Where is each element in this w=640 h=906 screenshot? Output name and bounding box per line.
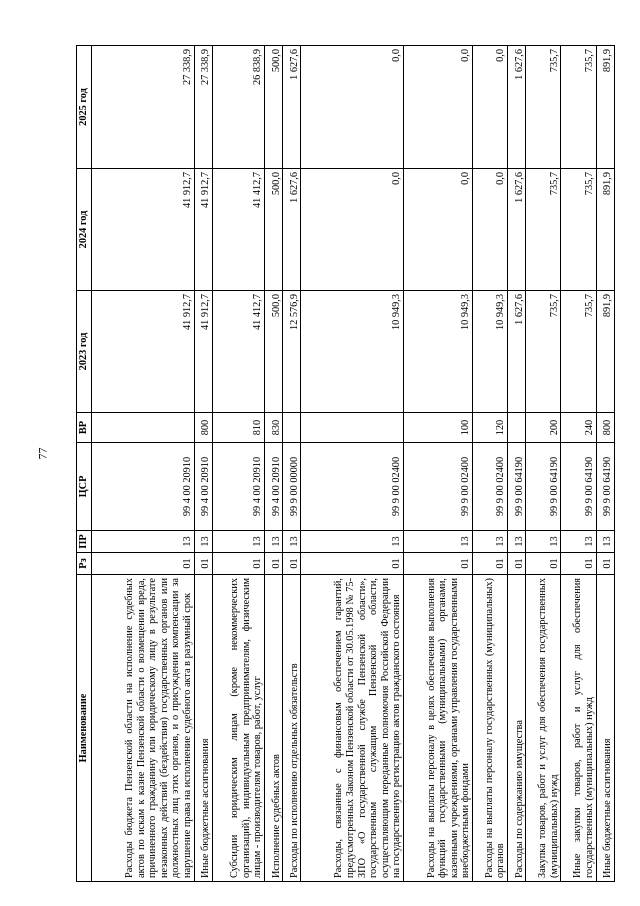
- cell-pr: 13: [283, 531, 301, 553]
- cell-name: Иные бюджетные ассигнования: [596, 575, 614, 882]
- table-row: [283, 46, 301, 882]
- cell-2023: 735,7: [526, 291, 561, 413]
- cell-2025: 27 338,9: [194, 46, 212, 169]
- cell-2024: 735,7: [561, 169, 596, 291]
- cell-vr: [508, 413, 526, 443]
- cell-pr: 13: [404, 531, 473, 553]
- cell-2024: 0,0: [404, 169, 473, 291]
- table-row: [526, 46, 561, 882]
- header-2023: 2023 год: [77, 291, 92, 413]
- cell-pr: 13: [472, 531, 507, 553]
- cell-name: Расходы бюджета Пензенской области на исполнение судебных актов по искам к казне Пензенской области о возмещении вреда, причиненного гражданину или юридическому лицу в результате незаконных действий (бездействия) государственных органов или должностных лиц этих органов, и о присуждении компенсации за нарушение права на исполнение судебного акта в разумный срок: [92, 575, 195, 882]
- table-row: [212, 46, 264, 882]
- cell-pr: 13: [561, 531, 596, 553]
- header-rz: Рз: [77, 553, 92, 575]
- table-row: [404, 46, 473, 882]
- cell-pr: 13: [92, 531, 195, 553]
- cell-vr: [301, 413, 404, 443]
- cell-2025: 0,0: [301, 46, 404, 169]
- cell-pr: 13: [194, 531, 212, 553]
- table-row: [596, 46, 614, 882]
- cell-name: Расходы по исполнению отдельных обязательств: [283, 575, 301, 882]
- cell-2024: 41 912,7: [92, 169, 195, 291]
- cell-name: Закупка товаров, работ и услуг для обеспечения государственных (муниципальных) нужд: [526, 575, 561, 882]
- cell-csr: 99 9 00 02400: [301, 443, 404, 531]
- cell-rz: 01: [92, 553, 195, 575]
- cell-name: Расходы на выплаты персоналу государственных (муниципальных) органов: [472, 575, 507, 882]
- cell-csr: 99 9 00 64190: [526, 443, 561, 531]
- cell-rz: 01: [404, 553, 473, 575]
- cell-2023: 41 912,7: [92, 291, 195, 413]
- cell-pr: 13: [212, 531, 264, 553]
- cell-rz: 01: [264, 553, 282, 575]
- cell-rz: 01: [472, 553, 507, 575]
- cell-2025: 500,0: [264, 46, 282, 169]
- cell-csr: 99 9 00 02400: [472, 443, 507, 531]
- cell-2024: 1 627,6: [283, 169, 301, 291]
- cell-rz: 01: [508, 553, 526, 575]
- cell-2025: 735,7: [526, 46, 561, 169]
- cell-2023: 41 412,7: [212, 291, 264, 413]
- cell-2023: 500,0: [264, 291, 282, 413]
- cell-vr: 800: [194, 413, 212, 443]
- header-vr: ВР: [77, 413, 92, 443]
- header-pr: ПР: [77, 531, 92, 553]
- cell-pr: 13: [526, 531, 561, 553]
- table-row: [508, 46, 526, 882]
- cell-csr: 99 4 00 20910: [264, 443, 282, 531]
- table-header-row: [77, 46, 92, 882]
- cell-rz: 01: [596, 553, 614, 575]
- cell-name: Расходы, связанные с финансовым обеспечением гарантий, предусмотренных Законом Пензенской области от 30.05.1998 № 75-ЗПО «О государственной службе Пензенской области», государственным служащим Пензенской области, осуществляющим переданные полномочия Российской Федерации на государственную регистрацию актов гражданского состояния: [301, 575, 404, 882]
- rotated-table-container: [76, 46, 615, 882]
- cell-rz: 01: [301, 553, 404, 575]
- cell-2025: 891,9: [596, 46, 614, 169]
- cell-csr: 99 4 00 20910: [194, 443, 212, 531]
- cell-2025: 27 338,9: [92, 46, 195, 169]
- cell-2024: 41 912,7: [194, 169, 212, 291]
- table-row: [194, 46, 212, 882]
- table-row: [561, 46, 596, 882]
- cell-csr: 99 9 00 64190: [508, 443, 526, 531]
- cell-rz: 01: [561, 553, 596, 575]
- cell-2023: 10 949,3: [472, 291, 507, 413]
- cell-2025: 1 627,6: [508, 46, 526, 169]
- cell-2025: 26 838,9: [212, 46, 264, 169]
- table-row: [92, 46, 195, 882]
- table-row: [301, 46, 404, 882]
- cell-csr: 99 9 00 02400: [404, 443, 473, 531]
- cell-2024: 0,0: [301, 169, 404, 291]
- cell-rz: 01: [194, 553, 212, 575]
- cell-csr: 99 9 00 64190: [596, 443, 614, 531]
- cell-vr: 120: [472, 413, 507, 443]
- cell-rz: 01: [283, 553, 301, 575]
- cell-name: Расходы по содержанию имущества: [508, 575, 526, 882]
- cell-2024: 735,7: [526, 169, 561, 291]
- cell-pr: 13: [264, 531, 282, 553]
- cell-rz: 01: [212, 553, 264, 575]
- cell-pr: 13: [508, 531, 526, 553]
- cell-2023: 1 627,6: [508, 291, 526, 413]
- cell-2025: 1 627,6: [283, 46, 301, 169]
- table-row: [472, 46, 507, 882]
- cell-csr: 99 9 00 00000: [283, 443, 301, 531]
- budget-table: [76, 45, 615, 882]
- cell-vr: 810: [212, 413, 264, 443]
- cell-2025: 735,7: [561, 46, 596, 169]
- cell-2025: 0,0: [404, 46, 473, 169]
- cell-pr: 13: [596, 531, 614, 553]
- cell-name: Исполнение судебных актов: [264, 575, 282, 882]
- cell-name: Расходы на выплаты персоналу в целях обеспечения выполнения функций государственными (муниципальными) органами, казенными учреждениями, органами управления государственными внебюджетными фондами: [404, 575, 473, 882]
- cell-2023: 10 949,3: [404, 291, 473, 413]
- cell-vr: [283, 413, 301, 443]
- table-row: [264, 46, 282, 882]
- cell-name: Субсидии юридическим лицам (кроме некоммерческих организаций), индивидуальным предпринимателям, физическим лицам - производителям товаров, работ, услуг: [212, 575, 264, 882]
- cell-2024: 891,9: [596, 169, 614, 291]
- cell-vr: [92, 413, 195, 443]
- cell-2023: 10 949,3: [301, 291, 404, 413]
- cell-vr: 100: [404, 413, 473, 443]
- cell-csr: 99 4 00 20910: [212, 443, 264, 531]
- page-number: 77: [35, 447, 50, 460]
- cell-csr: 99 4 00 20910: [92, 443, 195, 531]
- header-2025: 2025 год: [77, 46, 92, 169]
- cell-name: Иные бюджетные ассигнования: [194, 575, 212, 882]
- cell-csr: 99 9 00 64190: [561, 443, 596, 531]
- cell-2024: 1 627,6: [508, 169, 526, 291]
- cell-name: Иные закупки товаров, работ и услуг для обеспечения государственных (муниципальных) нужд: [561, 575, 596, 882]
- cell-2023: 891,9: [596, 291, 614, 413]
- cell-2023: 41 912,7: [194, 291, 212, 413]
- cell-vr: 800: [596, 413, 614, 443]
- cell-rz: 01: [526, 553, 561, 575]
- header-name: Наименование: [77, 575, 92, 882]
- cell-2023: 735,7: [561, 291, 596, 413]
- cell-2024: 41 412,7: [212, 169, 264, 291]
- cell-pr: 13: [301, 531, 404, 553]
- cell-2024: 0,0: [472, 169, 507, 291]
- cell-vr: 240: [561, 413, 596, 443]
- cell-2024: 500,0: [264, 169, 282, 291]
- header-2024: 2024 год: [77, 169, 92, 291]
- cell-2023: 12 576,9: [283, 291, 301, 413]
- header-csr: ЦСР: [77, 443, 92, 531]
- cell-vr: 830: [264, 413, 282, 443]
- cell-2025: 0,0: [472, 46, 507, 169]
- cell-vr: 200: [526, 413, 561, 443]
